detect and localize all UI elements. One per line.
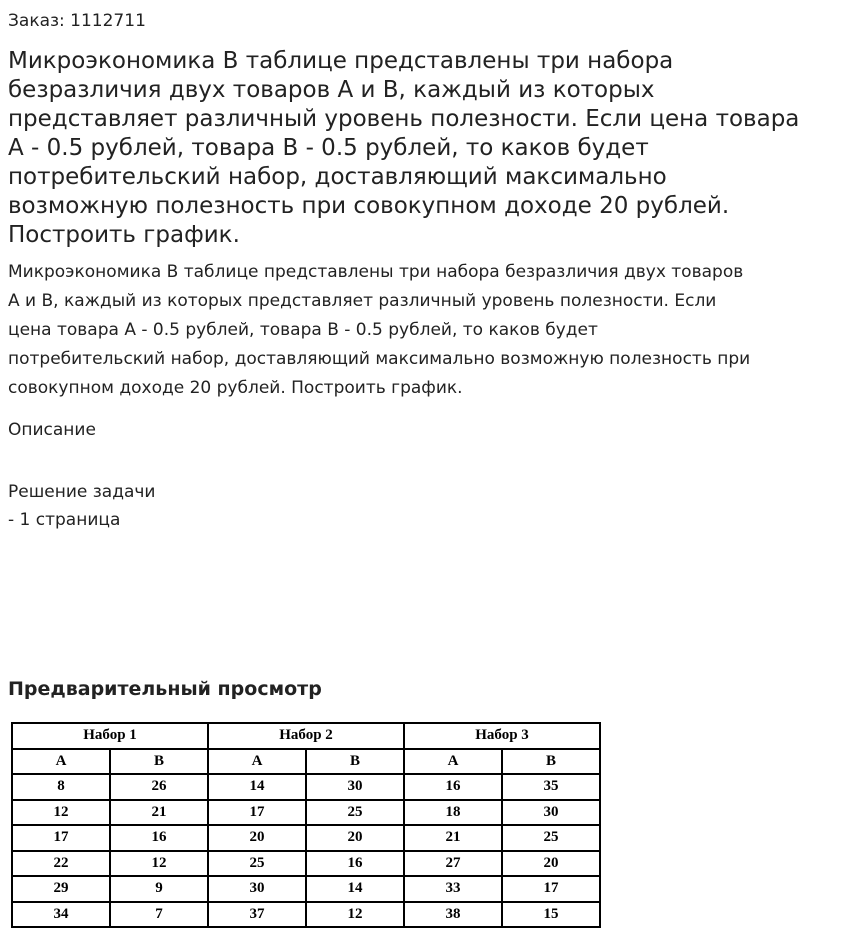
preview-heading: Предварительный просмотр (8, 678, 322, 700)
title-line: потребительский набор, доставляющий максимально (8, 164, 667, 190)
table-cell: 8 (12, 774, 110, 800)
column-header: А (12, 749, 110, 775)
column-header: А (208, 749, 306, 775)
description-line: Микроэкономика В таблице представлены три набора безразличия двух товаров (8, 262, 744, 282)
description-label: Описание (8, 420, 96, 440)
table-cell: 18 (404, 800, 502, 826)
table-cell: 30 (306, 774, 404, 800)
order-number: Заказ: 1112711 (8, 11, 146, 31)
table-cell: 17 (12, 825, 110, 851)
title-line: представляет различный уровень полезности. Если цена товара (8, 106, 800, 132)
group-header: Набор 3 (404, 723, 600, 749)
table-row (12, 800, 600, 826)
description-line: А и В, каждый из которых представляет различный уровень полезности. Если (8, 291, 717, 311)
column-header: В (306, 749, 404, 775)
table-cell: 25 (306, 800, 404, 826)
table-cell: 14 (208, 774, 306, 800)
table-cell: 17 (502, 876, 600, 902)
table-row (12, 774, 600, 800)
title-line: безразличия двух товаров А и В, каждый из которых (8, 77, 655, 103)
table-cell: 35 (502, 774, 600, 800)
pages-count: - 1 страница (8, 510, 121, 530)
table-row (12, 902, 600, 928)
table-cell: 29 (12, 876, 110, 902)
group-header: Набор 1 (12, 723, 208, 749)
table-cell: 16 (404, 774, 502, 800)
title-line: возможную полезность при совокупном доходе 20 рублей. (8, 193, 730, 219)
table-cell: 38 (404, 902, 502, 928)
table-cell: 9 (110, 876, 208, 902)
table-row (12, 876, 600, 902)
title-line: А - 0.5 рублей, товара В - 0.5 рублей, то каков будет (8, 135, 649, 161)
table-cell: 15 (502, 902, 600, 928)
table-row (12, 825, 600, 851)
table-cell: 7 (110, 902, 208, 928)
table-cell: 21 (404, 825, 502, 851)
table-cell: 30 (208, 876, 306, 902)
table-cell: 25 (208, 851, 306, 877)
table-cell: 12 (306, 902, 404, 928)
description-line: потребительский набор, доставляющий максимально возможную полезность при (8, 349, 751, 369)
title-line: Микроэкономика В таблице представлены три набора (8, 48, 674, 74)
table-cell: 16 (110, 825, 208, 851)
table-cell: 26 (110, 774, 208, 800)
indifference-sets-table (11, 722, 601, 928)
table-cell: 33 (404, 876, 502, 902)
group-header: Набор 2 (208, 723, 404, 749)
table-cell: 30 (502, 800, 600, 826)
table-cell: 20 (208, 825, 306, 851)
table-group-header-row (12, 723, 600, 749)
table-cell: 12 (110, 851, 208, 877)
table-cell: 34 (12, 902, 110, 928)
column-header: А (404, 749, 502, 775)
column-header: В (110, 749, 208, 775)
table-cell: 20 (502, 851, 600, 877)
table-row (12, 851, 600, 877)
description-line: цена товара А - 0.5 рублей, товара В - 0.5 рублей, то каков будет (8, 320, 598, 340)
task-description (8, 258, 843, 403)
table-cell: 12 (12, 800, 110, 826)
table-cell: 14 (306, 876, 404, 902)
table-cell: 20 (306, 825, 404, 851)
description-line: совокупном доходе 20 рублей. Построить график. (8, 378, 463, 398)
table-cell: 25 (502, 825, 600, 851)
title-line: Построить график. (8, 222, 240, 248)
table-cell: 17 (208, 800, 306, 826)
table-cell: 27 (404, 851, 502, 877)
table-cell: 22 (12, 851, 110, 877)
column-header: В (502, 749, 600, 775)
page-title (8, 47, 843, 250)
table-cell: 21 (110, 800, 208, 826)
solution-label: Решение задачи (8, 482, 156, 502)
table-column-header-row (12, 749, 600, 775)
table-cell: 37 (208, 902, 306, 928)
table-cell: 16 (306, 851, 404, 877)
